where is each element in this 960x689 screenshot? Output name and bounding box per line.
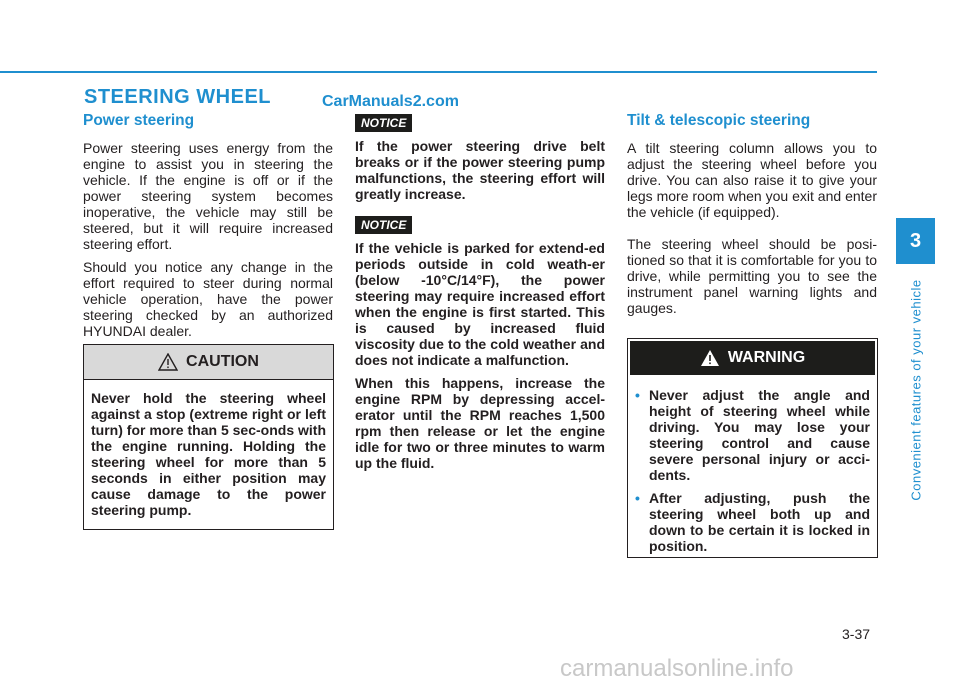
warning-label: WARNING: [727, 349, 806, 366]
heading-tilt-steering: Tilt & telescopic steering: [627, 112, 811, 129]
warning-item: [635, 490, 870, 554]
watermark-bottom: carmanualsonline.info: [560, 655, 794, 682]
caution-header: [84, 345, 333, 380]
caution-label: CAUTION: [186, 353, 259, 370]
section-title: STEERING WHEEL: [84, 86, 272, 108]
warning-header: [630, 341, 875, 375]
warning-box: [627, 338, 878, 558]
caution-box: [83, 344, 334, 530]
caution-body: [84, 380, 333, 518]
heading-power-steering: Power steering: [83, 112, 195, 129]
chapter-tab: 3: [896, 218, 935, 264]
notice-badge: NOTICE: [355, 216, 412, 234]
paragraph: The steering wheel should be posi-tioned so that it is comfortable for you to drive, while permitting you to see the instrument panel warning lights and gauges.: [627, 236, 877, 316]
caution-text: Never hold the steering wheel against a stop (extreme right or left turn) for more than 5 sec-onds with the engine running. Holding the steering wheel for more than 5 seconds in either position may cause damage to the power steering pump.: [91, 390, 326, 518]
notice-text: When this happens, increase the engine RPM by depressing accel-erator until the RPM reaches 1,500 rpm then release or let the engine idle for two or three minutes to warm up the fluid.: [355, 375, 605, 471]
bullet-icon: •: [635, 387, 640, 403]
warning-triangle-icon: [158, 353, 178, 371]
warning-triangle-icon: [700, 349, 720, 367]
page-number: 3-37: [842, 626, 871, 642]
paragraph: A tilt steering column allows you to adjust the steering wheel before you drive. You can also raise it to give your legs more room when you exit and enter the vehicle (if equipped).: [627, 140, 877, 220]
top-rule: [0, 71, 877, 73]
notice-text: If the power steering drive belt breaks or if the power steering pump malfunctions, the steering effort will greatly increase.: [355, 138, 605, 202]
column-power-steering: [83, 112, 333, 339]
warning-item-text: After adjusting, push the steering wheel both up and down to be certain it is locked in position.: [649, 490, 870, 554]
warning-body: [628, 377, 877, 554]
warning-list: [635, 387, 870, 554]
watermark-top: CarManuals2.com: [322, 93, 459, 110]
bullet-icon: •: [635, 490, 640, 506]
warning-item-text: Never adjust the angle and height of steering wheel while driving. You may lose your steering control and cause severe personal injury or acci-dents.: [649, 387, 870, 483]
chapter-title-vertical: Convenient features of your vehicle: [908, 279, 924, 501]
warning-item: [635, 387, 870, 483]
notice-badge: NOTICE: [355, 114, 412, 132]
paragraph: Should you notice any change in the effort required to steer during normal vehicle operation, have the power steering checked by an authorized HYUNDAI dealer.: [83, 259, 333, 339]
notice-text: If the vehicle is parked for extend-ed periods outside in cold weath-er (below -10°C/14°F), the power steering may require increased effort when the engine is first started. This is caused by increased fluid viscosity due to the cold weather and does not indicate a malfunction.: [355, 240, 605, 368]
column-notices: [355, 114, 605, 471]
column-tilt-steering: [627, 112, 877, 316]
paragraph: Power steering uses energy from the engine to assist you in steering the vehicle. If the engine is off or if the power steering system becomes inoperative, the vehicle may still be steered, but it will require increased steering effort.: [83, 140, 333, 252]
